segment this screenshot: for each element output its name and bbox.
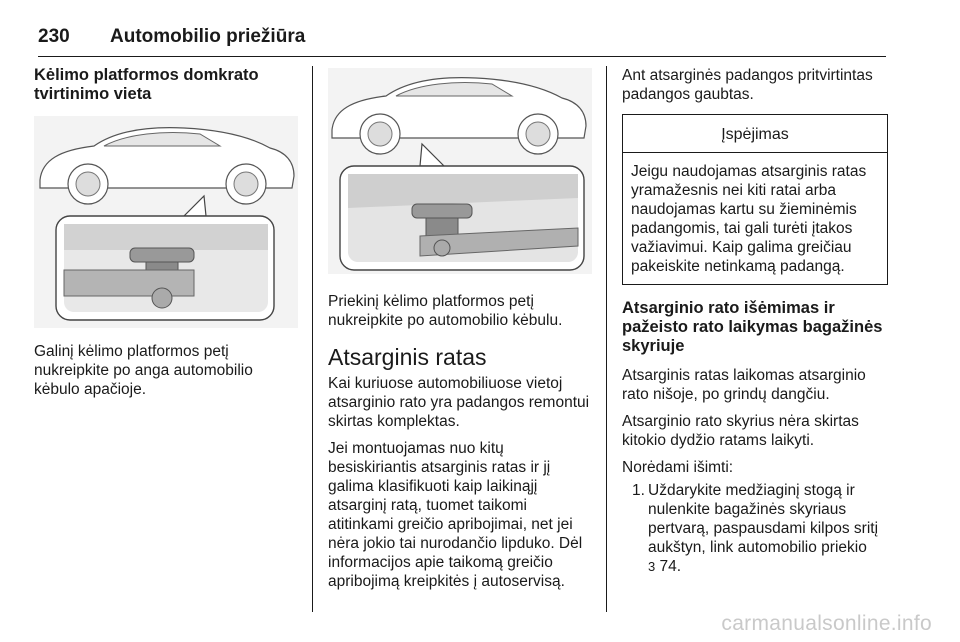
removal-steps bbox=[622, 481, 888, 576]
front-lift-point-illustration bbox=[328, 68, 592, 274]
page-reference-link[interactable]: 74. bbox=[659, 558, 682, 575]
watermark: carmanualsonline.info bbox=[721, 612, 932, 635]
rear-lift-caption: Galinį kėlimo platformos petį nukreipkite po anga automobilio kėbulo apačioje. bbox=[34, 343, 253, 398]
page-header bbox=[38, 22, 886, 57]
page-title: Automobilio priežiūra bbox=[110, 26, 306, 47]
remove-spare-para-1: Atsarginis ratas laikomas atsarginio rato nišoje, po grindų dangčiu. bbox=[622, 367, 866, 403]
column-left bbox=[34, 66, 298, 399]
front-lift-caption: Priekinį kėlimo platformos petį nukreipkite po automobilio kėbulu. bbox=[328, 293, 563, 329]
remove-spare-para-2: Atsarginio rato skyrius nėra skirtas kitokio dydžio ratams laikyti. bbox=[622, 413, 859, 449]
column-divider bbox=[606, 66, 607, 612]
rear-lift-point-illustration bbox=[34, 116, 298, 328]
warning-box bbox=[622, 114, 888, 285]
step-number: 1. bbox=[632, 482, 645, 499]
remove-spare-para-3: Norėdami išimti: bbox=[622, 459, 734, 476]
column-middle bbox=[328, 66, 592, 591]
spare-wheel-para-2: Jei montuojamas nuo kitų besiskiriantis atsarginis ratas ir jį galima klasifikuoti kaip laikinąjį atsarginį ratą, tuomet taikomi atitinkami greičio apribojimai, net jei nėra jokio tai nurodančio lipduko. Dėl informacijos apie taikomą greičio apribojimą kreipkitės į autoservisą. bbox=[328, 440, 583, 590]
page-number: 230 bbox=[38, 26, 70, 47]
list-item bbox=[622, 481, 888, 576]
warning-text: Jeigu naudojamas atsarginis ratas yramažesnis nei kiti ratai arba naudojamas kartu su žieminėmis padangomis, tai gali turėti įtakos važiavimui. Kaip galima greičiau pakeiskite netinkamą padangą. bbox=[631, 163, 867, 275]
remove-spare-heading: Atsarginio rato išėmimas ir pažeisto rato laikymas bagažinės skyriuje bbox=[622, 299, 883, 355]
warning-title: Įspėjimas bbox=[623, 115, 887, 153]
step-text: Uždarykite medžiaginį stogą ir nulenkite bagažinės skyriaus pertvarą, paspausdami kilpos sritį aukštyn, link automobilio priekio bbox=[648, 482, 879, 556]
column-right bbox=[622, 66, 888, 576]
tyre-cover-intro: Ant atsarginės padangos pritvirtintas padangos gaubtas. bbox=[622, 67, 873, 103]
page-reference-icon: 3 bbox=[648, 559, 656, 574]
column-divider bbox=[312, 66, 313, 612]
jack-point-heading: Kėlimo platformos domkrato tvirtinimo vieta bbox=[34, 66, 259, 103]
spare-wheel-section-title: Atsarginis ratas bbox=[328, 344, 487, 370]
spare-wheel-para-1: Kai kuriuose automobiliuose vietoj atsarginio rato yra padangos remontui skirtas komplektas. bbox=[328, 375, 590, 430]
